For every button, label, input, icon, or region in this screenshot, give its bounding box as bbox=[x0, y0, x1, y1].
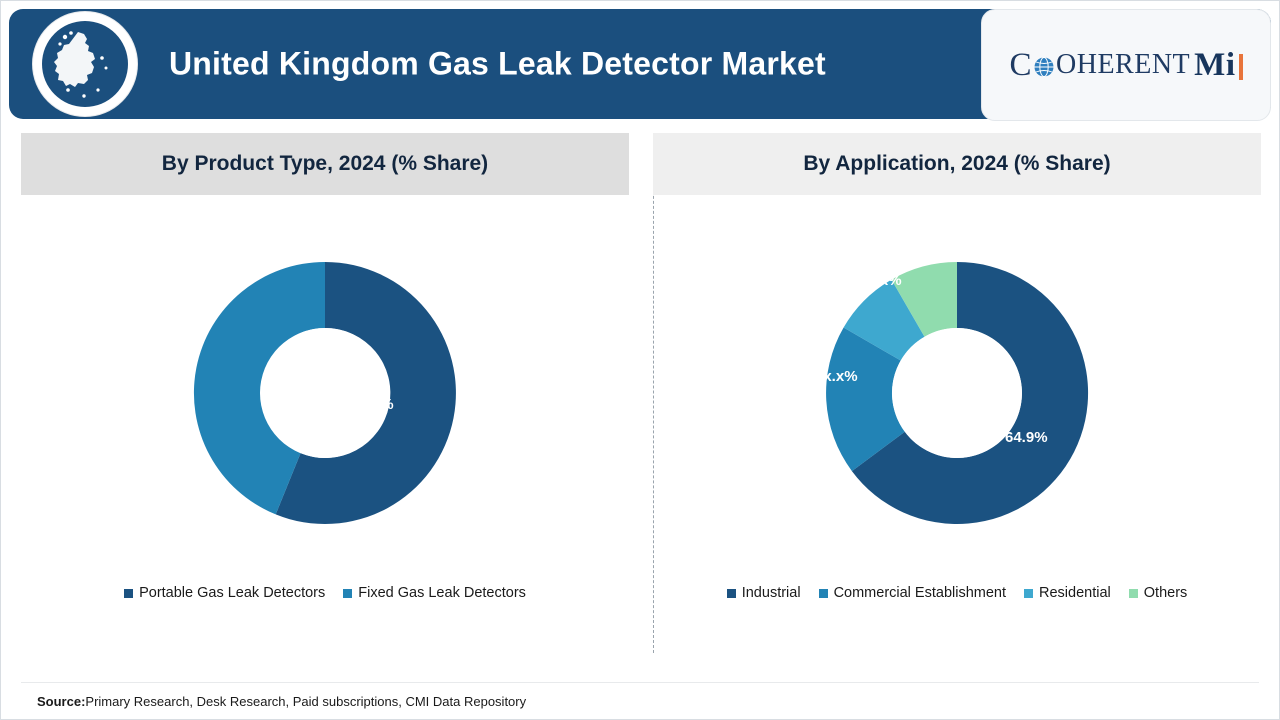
uk-map-icon bbox=[42, 21, 128, 107]
donut-chart-product-type bbox=[21, 223, 629, 623]
donut-chart-application bbox=[653, 223, 1261, 623]
legend-label: Residential bbox=[1039, 585, 1111, 601]
page-title: United Kingdom Gas Leak Detector Market bbox=[169, 45, 826, 82]
legend-label: Others bbox=[1143, 585, 1188, 601]
legend-swatch-icon bbox=[819, 589, 828, 598]
legend-label: Fixed Gas Leak Detectors bbox=[358, 585, 526, 601]
legend-item[interactable] bbox=[1129, 585, 1188, 601]
slice-label-portable: 57.6% bbox=[351, 396, 394, 413]
logo-prefix: C bbox=[1009, 46, 1033, 83]
header-bar bbox=[9, 9, 1271, 119]
slice-label-residential: xx.x% bbox=[859, 272, 902, 289]
legend-swatch-icon bbox=[1024, 589, 1033, 598]
legend-label: Industrial bbox=[741, 585, 801, 601]
chart-title-application: By Application, 2024 (% Share) bbox=[653, 133, 1261, 195]
legend-item[interactable] bbox=[343, 585, 526, 601]
slice-label-commercial: xx.x% bbox=[815, 368, 858, 385]
donut-product-type bbox=[155, 223, 495, 563]
legend-product-type bbox=[21, 585, 629, 601]
legend-swatch-icon bbox=[727, 589, 736, 598]
brand-logo bbox=[981, 9, 1271, 121]
logo-suffix: Mi bbox=[1194, 46, 1236, 83]
source-note bbox=[1, 683, 1279, 719]
globe-icon bbox=[1033, 54, 1055, 76]
legend-item[interactable] bbox=[1024, 585, 1111, 601]
legend-item[interactable] bbox=[819, 585, 1006, 601]
logo-word: OHERENT bbox=[1056, 49, 1191, 80]
country-flag-badge bbox=[33, 12, 137, 116]
source-text: Primary Research, Desk Research, Paid subscriptions, CMI Data Repository bbox=[85, 693, 527, 709]
chart-panel-application bbox=[653, 133, 1261, 623]
donut-application bbox=[787, 223, 1127, 563]
chart-panel-product-type bbox=[21, 133, 629, 623]
legend-item[interactable] bbox=[124, 585, 325, 601]
slice-label-fixed: xx.x% bbox=[155, 338, 198, 355]
slice-label-others: xx.x% bbox=[917, 245, 960, 262]
charts-container bbox=[1, 133, 1279, 693]
legend-swatch-icon bbox=[343, 589, 352, 598]
legend-label: Commercial Establishment bbox=[833, 585, 1007, 601]
legend-label: Portable Gas Leak Detectors bbox=[139, 585, 326, 601]
slice-label-industrial: 64.9% bbox=[1005, 429, 1048, 446]
source-label: Source: bbox=[37, 693, 86, 709]
legend-item[interactable] bbox=[727, 585, 801, 601]
logo-accent-bar bbox=[1239, 54, 1243, 80]
legend-swatch-icon bbox=[124, 589, 133, 598]
chart-title-product-type: By Product Type, 2024 (% Share) bbox=[21, 133, 629, 195]
legend-swatch-icon bbox=[1129, 589, 1138, 598]
legend-application bbox=[653, 585, 1261, 601]
